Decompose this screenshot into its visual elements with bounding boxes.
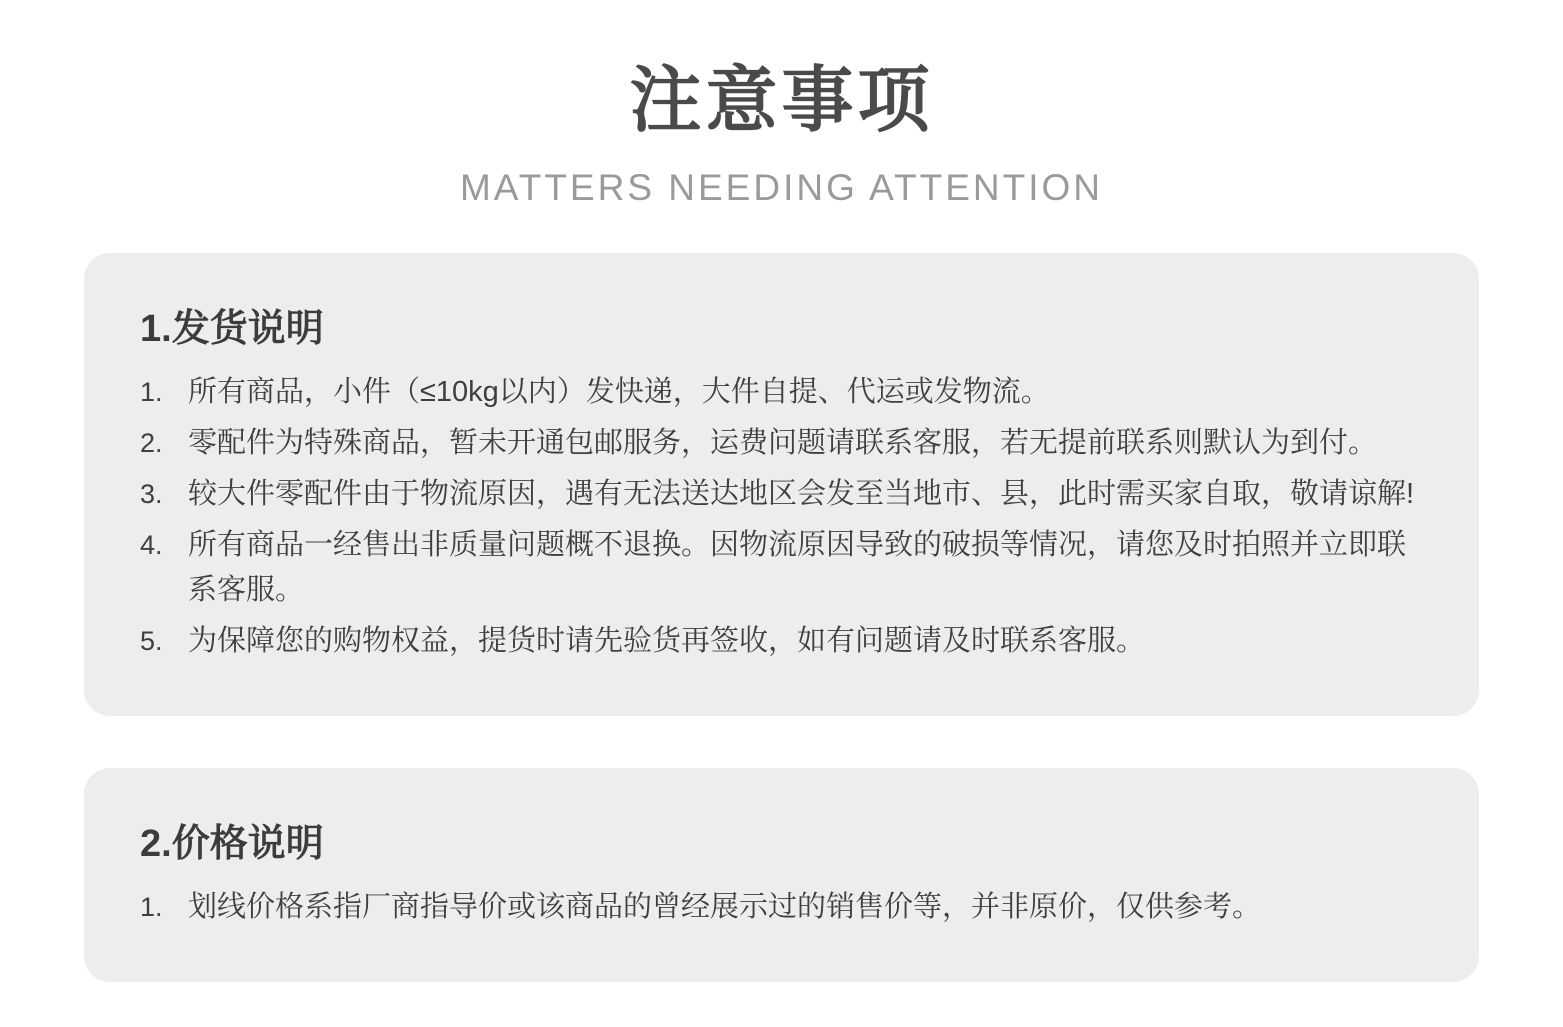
page-header: [0, 0, 1563, 209]
page-title: 注意事项: [629, 61, 934, 141]
list-item-number: 1.: [140, 377, 163, 408]
list-item: [140, 885, 1423, 930]
list-item-text: 较大件零配件由于物流原因，遇有无法送达地区会发至当地市、县，此时需买家自取，敬请谅解!: [188, 478, 1415, 511]
list-item-text: 为保障您的购物权益，提货时请先验货再签收，如有问题请及时联系客服。: [188, 624, 1146, 657]
list-item-number: 1.: [140, 891, 163, 922]
list-item: [140, 523, 1423, 613]
list-item-number: 3.: [140, 479, 163, 510]
list-item-text: 所有商品一经售出非质量问题概不退换。因物流原因导致的破损等情况，请您及时拍照并立即联系客服。: [188, 529, 1407, 606]
section-card-price: [84, 768, 1479, 982]
page-subtitle: MATTERS NEEDING ATTENTION: [459, 167, 1104, 209]
list-item: [140, 370, 1423, 415]
section-title: 1.发货说明: [140, 308, 324, 351]
list-item: [140, 472, 1423, 517]
section-item-list: [140, 370, 1423, 664]
list-item: [140, 619, 1423, 664]
list-item-text: 零配件为特殊商品，暂未开通包邮服务，运费问题请联系客服，若无提前联系则默认为到付。: [188, 427, 1378, 460]
list-item-number: 5.: [140, 625, 163, 656]
section-item-list: [140, 885, 1423, 930]
list-item-text: 划线价格系指厂商指导价或该商品的曾经展示过的销售价等，并非原价，仅供参考。: [188, 890, 1262, 923]
list-item-number: 4.: [140, 530, 163, 560]
section-card-shipping: [84, 253, 1479, 716]
list-item-number: 2.: [140, 428, 163, 459]
list-item: [140, 421, 1423, 466]
list-item-text: 所有商品，小件（≤10kg以内）发快递，大件自提、代运或发物流。: [188, 376, 1050, 409]
header-spacer: [0, 209, 1563, 253]
section-title: 2.价格说明: [140, 822, 324, 865]
